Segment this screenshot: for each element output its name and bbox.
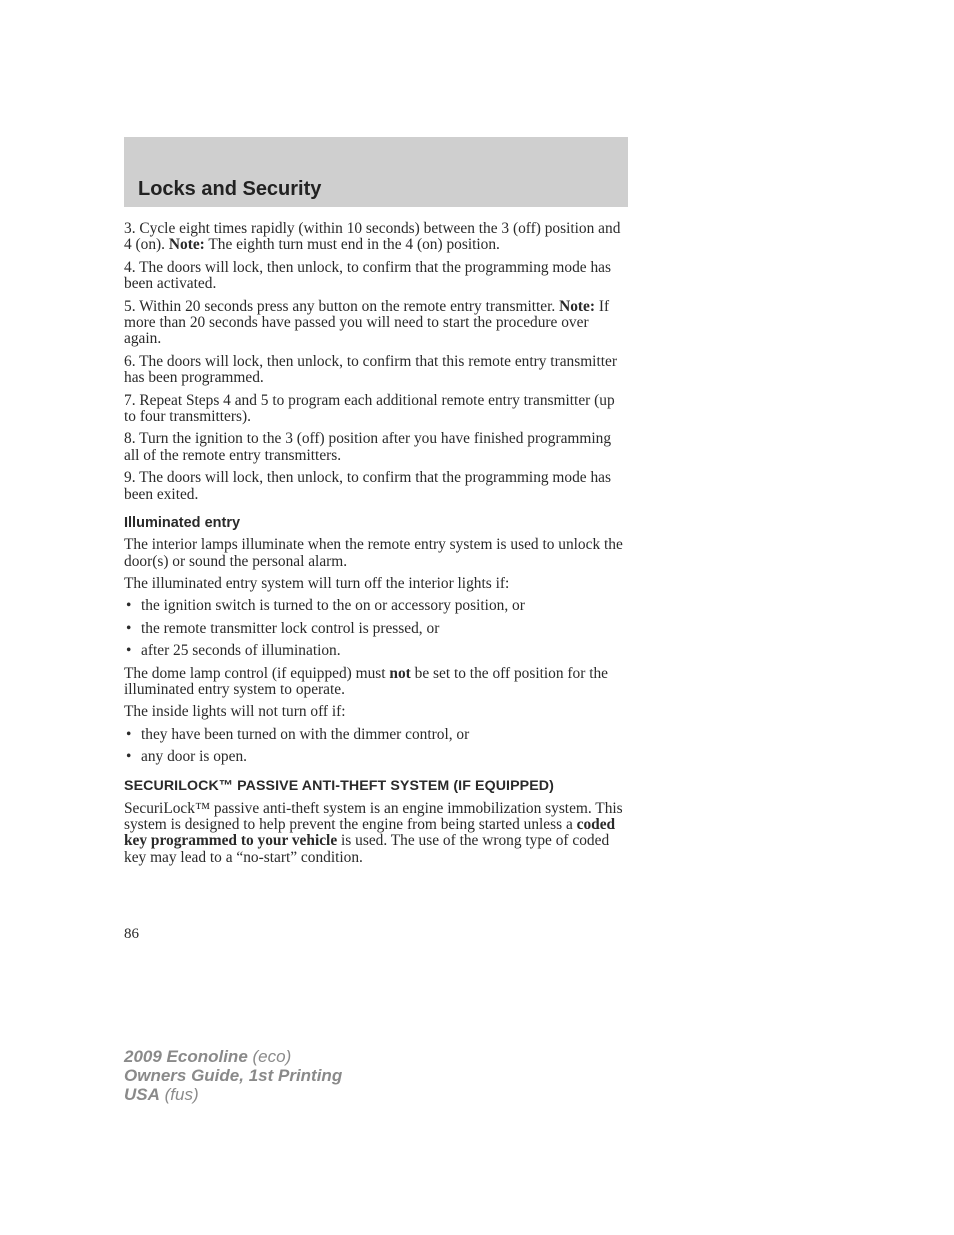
list-item: • the remote transmitter lock control is pressed, or <box>126 619 440 637</box>
list-item: • any door is open. <box>126 748 248 766</box>
not-off-conditions-list <box>124 727 628 766</box>
off-conditions-list <box>124 598 628 659</box>
page-content <box>124 221 628 872</box>
list-item: • they have been turned on with the dimmer control, or <box>126 725 470 743</box>
bullet-icon: • <box>126 642 132 660</box>
step-8: 8. Turn the ignition to the 3 (off) position after you have finished programming all of the remote entry transmitters. <box>124 430 612 464</box>
footer-line-3: USA (fus) <box>124 1085 199 1104</box>
list-item: • after 25 seconds of illumination. <box>126 642 341 660</box>
step-5: 5. Within 20 seconds press any button on the remote entry transmitter. Note: If more than 20 seconds have passed you will need to start the procedure over again. <box>124 297 610 348</box>
step-6: 6. The doors will lock, then unlock, to confirm that this remote entry transmitter has been programmed. <box>124 352 617 387</box>
step-3: 3. Cycle eight times rapidly (within 10 seconds) between the 3 (off) position and 4 (on). Note: The eighth turn must end in the 4 (on) position. <box>124 220 621 254</box>
step-4: 4. The doors will lock, then unlock, to confirm that the programming mode has been activated. <box>124 258 611 293</box>
step-9: 9. The doors will lock, then unlock, to confirm that the programming mode has been exited. <box>124 469 611 503</box>
programming-steps <box>124 221 628 503</box>
footer-line-1: 2009 Econoline (eco) <box>124 1047 292 1066</box>
section-header-band <box>124 137 628 207</box>
footer-edition <box>124 1047 342 1104</box>
bullet-icon: • <box>126 725 132 743</box>
securilock-heading: SECURILOCK™ PASSIVE ANTI-THEFT SYSTEM (IF EQUIPPED) <box>124 777 554 794</box>
securilock-paragraph: SecuriLock™ passive anti-theft system is an engine immobilization system. This system is designed to help prevent the engine from being started unless a coded key programmed to your vehicle is used. The use of the wrong type of coded key may lead to a “no-start” condition. <box>124 799 623 866</box>
bullet-icon: • <box>126 619 132 637</box>
bullet-icon: • <box>126 748 132 766</box>
list-item: • the ignition switch is turned to the on or accessory position, or <box>126 597 525 615</box>
dome-lamp-note: The dome lamp control (if equipped) must not be set to the off position for the illuminated entry system to operate. <box>124 664 609 698</box>
illuminated-off-if: The illuminated entry system will turn off the interior lights if: <box>124 574 510 592</box>
footer-line-2: Owners Guide, 1st Printing <box>124 1066 343 1085</box>
illuminated-entry-heading: Illuminated entry <box>124 515 241 532</box>
illuminated-intro: The interior lamps illuminate when the remote entry system is used to unlock the door(s) or sound the personal alarm. <box>124 536 623 570</box>
bullet-icon: • <box>126 597 132 615</box>
section-title: Locks and Security <box>138 178 322 200</box>
page-number: 86 <box>124 926 139 942</box>
not-off-intro: The inside lights will not turn off if: <box>124 703 346 721</box>
step-7: 7. Repeat Steps 4 and 5 to program each additional remote entry transmitter (up to four transmitters). <box>124 391 615 426</box>
